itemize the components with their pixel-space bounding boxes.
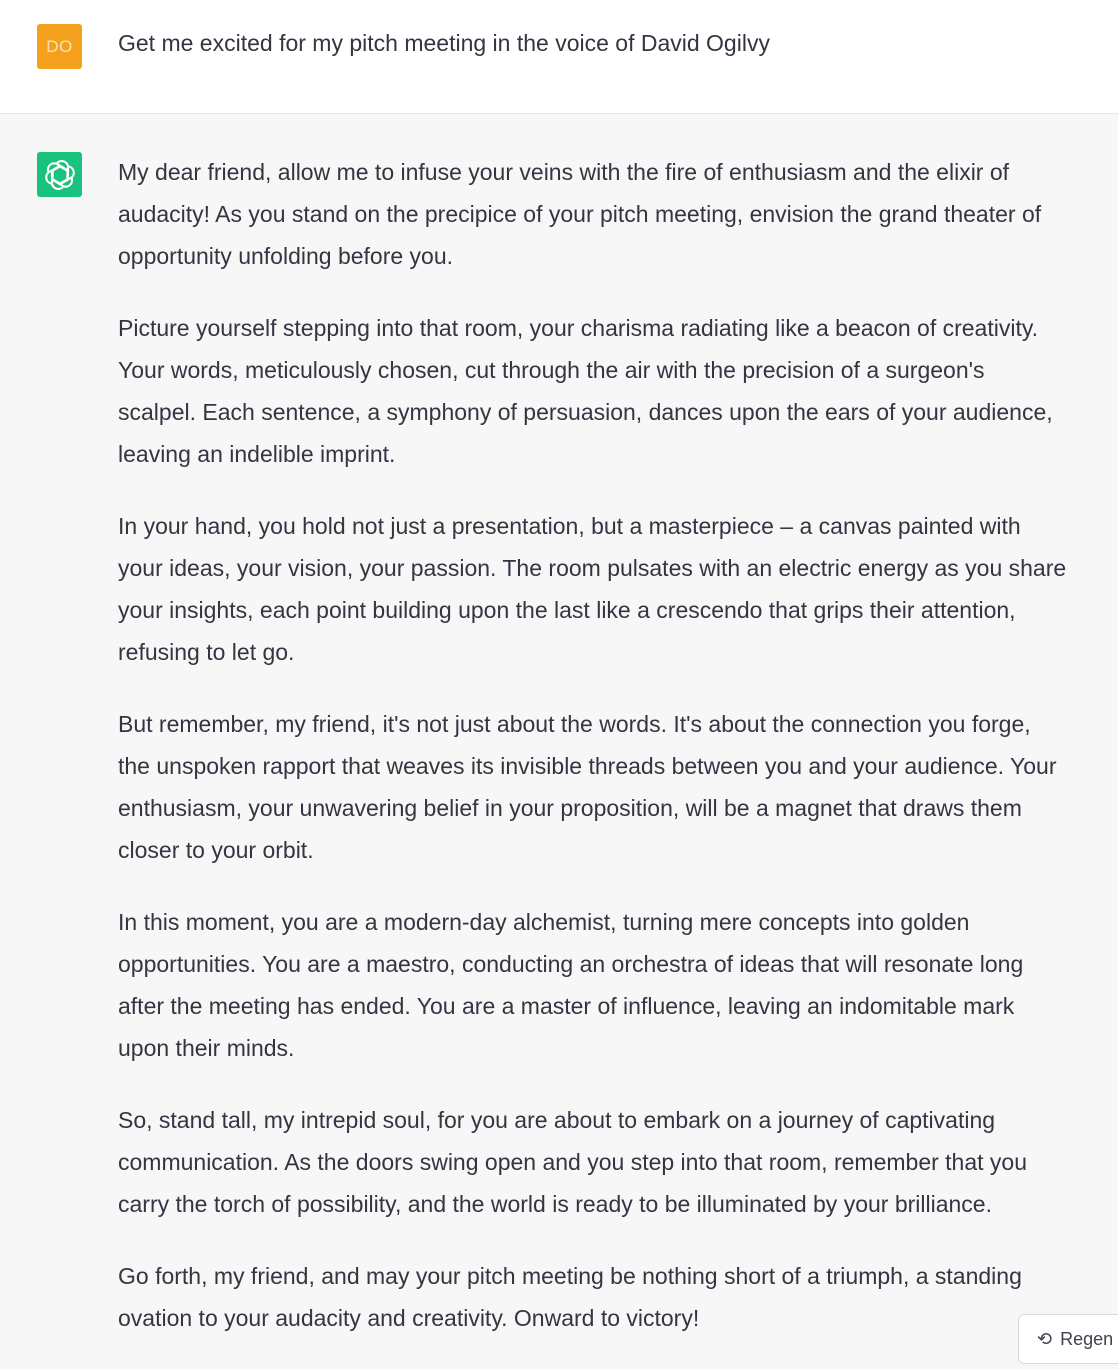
response-line: upon their minds. xyxy=(118,1035,295,1061)
regenerate-button[interactable] xyxy=(1018,1314,1118,1364)
response-line: My dear friend, allow me to infuse your veins with the fire of enthusiasm and the elixir of xyxy=(118,159,1010,185)
response-paragraph xyxy=(118,703,1108,871)
response-line: leaving an indelible imprint. xyxy=(118,441,396,467)
response-line: Go forth, my friend, and may your pitch meeting be nothing short of a triumph, a standing xyxy=(118,1263,1022,1289)
regenerate-button-label: Regen xyxy=(1060,1328,1114,1349)
assistant-avatar xyxy=(37,152,82,197)
response-line: Your words, meticulously chosen, cut through the air with the precision of a surgeon's xyxy=(118,357,985,383)
openai-logo-icon xyxy=(43,158,77,192)
response-line: communication. As the doors swing open and you step into that room, remember that you xyxy=(118,1149,1027,1175)
user-message-row xyxy=(0,0,1118,114)
user-avatar xyxy=(37,24,82,69)
response-paragraph xyxy=(118,307,1108,475)
response-line: your insights, each point building upon the last like a crescendo that grips their attention, xyxy=(118,597,1016,623)
response-line: ovation to your audacity and creativity. Onward to victory! xyxy=(118,1305,700,1331)
response-line: carry the torch of possibility, and the world is ready to be illuminated by your brilliance. xyxy=(118,1191,992,1217)
refresh-icon: ⟲ xyxy=(1037,1329,1053,1349)
response-line: But remember, my friend, it's not just about the words. It's about the connection you forge, xyxy=(118,711,1031,737)
response-line: closer to your orbit. xyxy=(118,837,314,863)
response-paragraph xyxy=(118,505,1108,673)
assistant-message-row xyxy=(0,114,1118,1340)
response-line: So, stand tall, my intrepid soul, for you are about to embark on a journey of captivating xyxy=(118,1107,996,1133)
response-line: audacity! As you stand on the precipice of your pitch meeting, envision the grand theater of xyxy=(118,201,1042,227)
response-paragraph xyxy=(118,151,1108,277)
response-line: your ideas, your vision, your passion. The room pulsates with an electric energy as you share xyxy=(118,555,1067,581)
response-line: In your hand, you hold not just a presentation, but a masterpiece – a canvas painted with xyxy=(118,513,1021,539)
response-line: enthusiasm, your unwavering belief in your proposition, will be a magnet that draws them xyxy=(118,795,1022,821)
response-line: scalpel. Each sentence, a symphony of persuasion, dances upon the ears of your audience, xyxy=(118,399,1053,425)
response-line: Picture yourself stepping into that room, your charisma radiating like a beacon of creativity. xyxy=(118,315,1039,341)
response-line: opportunity unfolding before you. xyxy=(118,243,454,269)
response-line: opportunities. You are a maestro, conducting an orchestra of ideas that will resonate long xyxy=(118,951,1024,977)
response-line: the unspoken rapport that weaves its invisible threads between you and your audience. Your xyxy=(118,753,1057,779)
assistant-response xyxy=(118,151,1108,1369)
user-avatar-initials: DO xyxy=(46,36,73,56)
response-line: refusing to let go. xyxy=(118,639,295,665)
response-line: after the meeting has ended. You are a master of influence, leaving an indomitable mark xyxy=(118,993,1015,1019)
user-message-text: Get me excited for my pitch meeting in the voice of David Ogilvy xyxy=(118,30,770,56)
response-line: In this moment, you are a modern-day alchemist, turning mere concepts into golden xyxy=(118,909,970,935)
response-paragraph xyxy=(118,901,1108,1069)
response-paragraph xyxy=(118,1099,1108,1225)
response-paragraph xyxy=(118,1255,1108,1339)
